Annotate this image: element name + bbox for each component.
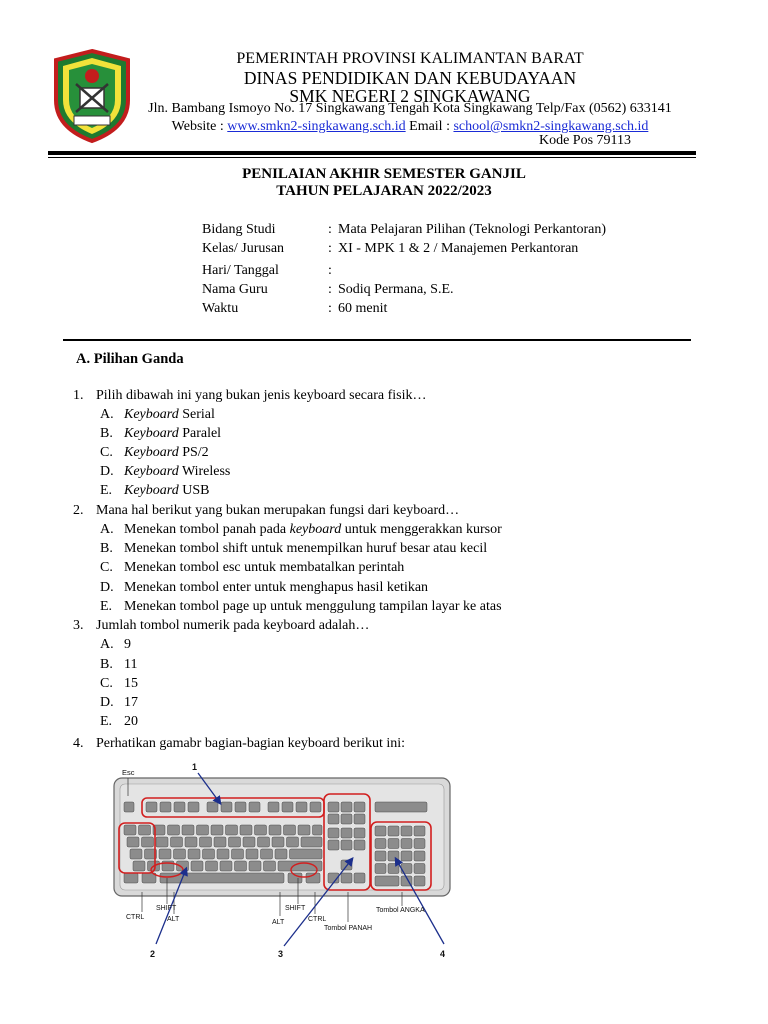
option-text	[124, 522, 502, 538]
key-alpha	[275, 849, 287, 859]
key-alpha	[185, 837, 197, 847]
key-alpha	[258, 837, 270, 847]
key-alpha	[272, 837, 284, 847]
question-text: Perhatikan gamabr bagian-bagian keyboard berikut ini:	[96, 736, 406, 751]
key-numpad	[375, 826, 386, 836]
status-lights	[375, 802, 427, 812]
key-alpha	[217, 849, 229, 859]
info-divider	[63, 339, 691, 341]
option-letter: D.	[100, 464, 114, 479]
key-alpha	[188, 849, 200, 859]
header-department: DINAS PENDIDIKAN DAN KEBUDAYAAN	[243, 68, 577, 88]
key-alpha	[214, 837, 226, 847]
school-emblem-logo	[50, 48, 134, 144]
option-emphasis: Keyboard	[124, 483, 179, 498]
header-divider-thin	[48, 157, 696, 158]
info-colon: :	[328, 241, 332, 256]
option-text: 11	[124, 657, 138, 672]
key-numpad	[414, 826, 425, 836]
option-letter: E.	[100, 714, 113, 729]
key-alpha	[246, 849, 258, 859]
question-number: 2.	[73, 503, 84, 518]
key-numpad	[401, 826, 412, 836]
key-numpad	[401, 839, 412, 849]
option-text: 17	[124, 695, 138, 710]
key-function	[160, 802, 171, 812]
label-arrow-keys: Tombol PANAH	[324, 925, 373, 932]
info-label: Nama Guru	[202, 282, 268, 297]
key-alpha	[229, 837, 241, 847]
key-navigation	[354, 814, 365, 824]
key-function	[249, 802, 260, 812]
key-alpha	[130, 849, 142, 859]
section-title: A. Pilihan Ganda	[76, 351, 184, 367]
option-pre: Menekan tombol panah pada	[124, 522, 290, 537]
info-colon: :	[328, 222, 332, 237]
info-colon: :	[328, 263, 332, 278]
key-numpad	[414, 876, 425, 886]
key-function	[174, 802, 185, 812]
option-letter: C.	[100, 676, 113, 691]
key-wide	[313, 825, 323, 835]
key-numpad	[375, 876, 399, 886]
option-rest: Serial	[178, 407, 215, 422]
label-alt-left: ALT	[167, 916, 180, 923]
option-rest: PS/2	[178, 445, 209, 460]
website-label: Website :	[171, 119, 224, 134]
option-rest: USB	[178, 483, 210, 498]
option-letter: E.	[100, 599, 113, 614]
option-text	[124, 464, 230, 480]
key-alpha	[206, 861, 218, 871]
exam-title: PENILAIAN AKHIR SEMESTER GANJIL	[242, 166, 526, 182]
option-letter: B.	[100, 541, 113, 556]
label-esc: Esc	[122, 768, 135, 777]
key-alpha	[127, 837, 139, 847]
key-alpha	[255, 825, 267, 835]
key-navigation	[354, 840, 365, 850]
option-emphasis: Keyboard	[124, 464, 179, 479]
info-value: Sodiq Permana, S.E.	[338, 282, 454, 297]
key-numpad	[375, 839, 386, 849]
key-alpha	[284, 825, 296, 835]
label-shift-right: SHIFT	[285, 905, 306, 912]
key-alpha	[200, 837, 212, 847]
option-letter: A.	[100, 522, 114, 537]
key-alpha	[226, 825, 238, 835]
option-letter: C.	[100, 445, 113, 460]
email-label: Email :	[409, 119, 450, 134]
option-letter: C.	[100, 560, 113, 575]
option-text	[124, 426, 221, 442]
key-ctrl	[124, 873, 138, 883]
info-value: Mata Pelajaran Pilihan (Teknologi Perkantoran)	[338, 222, 607, 237]
key-arrow-down	[341, 873, 352, 883]
key-numpad	[414, 839, 425, 849]
key-numpad	[388, 839, 399, 849]
header-divider-thick	[48, 151, 696, 155]
info-colon: :	[328, 282, 332, 297]
key-wide	[301, 837, 322, 847]
exam-year: TAHUN PELAJARAN 2022/2023	[276, 183, 492, 199]
option-emphasis: Keyboard	[124, 445, 179, 460]
option-text	[124, 407, 215, 423]
key-navigation	[341, 840, 352, 850]
key-alpha	[261, 849, 273, 859]
label-number-3: 3	[278, 949, 284, 959]
key-alpha	[203, 849, 215, 859]
option-letter: B.	[100, 657, 113, 672]
header-government: PEMERINTAH PROVINSI KALIMANTAN BARAT	[236, 50, 584, 67]
key-navigation	[354, 802, 365, 812]
label-ctrl-left: CTRL	[126, 914, 145, 921]
key-function	[268, 802, 279, 812]
option-rest: untuk menggerakkan kursor	[341, 522, 502, 537]
option-emphasis: Keyboard	[124, 426, 179, 441]
key-function	[221, 802, 232, 812]
option-text: Menekan tombol shift untuk menempilkan huruf besar atau kecil	[124, 541, 488, 556]
info-label: Hari/ Tanggal	[202, 263, 279, 278]
key-numpad	[414, 864, 425, 874]
key-numpad	[388, 851, 399, 861]
key-alpha	[142, 837, 154, 847]
key-numpad	[375, 851, 386, 861]
key-alpha	[232, 849, 244, 859]
label-number-2: 2	[150, 949, 156, 959]
option-text	[124, 483, 209, 499]
option-text: 15	[124, 676, 138, 691]
info-value: 60 menit	[338, 301, 388, 316]
key-alpha	[168, 825, 180, 835]
key-alpha	[249, 861, 261, 871]
key-alpha	[124, 825, 136, 835]
option-text: Menekan tombol page up untuk menggulung tampilan layar ke atas	[124, 599, 502, 614]
key-alpha	[139, 825, 151, 835]
key-alpha	[133, 861, 145, 871]
question-number: 3.	[73, 618, 84, 633]
header-address: Jln. Bambang Ismoyo No. 17 Singkawang Tengah Kota Singkawang Telp/Fax (0562) 633141	[148, 101, 672, 116]
key-alpha	[197, 825, 209, 835]
option-letter: D.	[100, 580, 114, 595]
key-alpha	[287, 837, 299, 847]
key-arrow-right	[354, 873, 365, 883]
question-text: Jumlah tombol numerik pada keyboard adalah…	[96, 618, 370, 633]
key-navigation	[328, 840, 339, 850]
option-text: Menekan tombol esc untuk membatalkan perintah	[124, 560, 405, 575]
key-alpha	[235, 861, 247, 871]
label-number-4: 4	[440, 949, 446, 959]
key-alpha	[298, 825, 310, 835]
option-text	[124, 445, 209, 461]
key-numpad	[401, 851, 412, 861]
key-alpha	[264, 861, 276, 871]
key-function	[296, 802, 307, 812]
key-function	[207, 802, 218, 812]
key-navigation	[341, 814, 352, 824]
label-number-1: 1	[192, 762, 198, 772]
header-school-name: SMK NEGERI 2 SINGKAWANG	[289, 86, 531, 106]
key-navigation	[328, 828, 339, 838]
website-link[interactable]: www.smkn2-singkawang.sch.id	[227, 119, 406, 134]
key-numpad	[388, 864, 399, 874]
option-text: 9	[124, 637, 131, 652]
question-text: Mana hal berikut yang bukan merupakan fungsi dari keyboard…	[96, 503, 460, 518]
key-esc	[124, 802, 134, 812]
question-text: Pilih dibawah ini yang bukan jenis keyboard secara fisik…	[96, 388, 427, 403]
key-wide	[290, 849, 323, 859]
key-alpha	[243, 837, 255, 847]
label-ctrl-right: CTRL	[308, 916, 327, 923]
option-letter: B.	[100, 426, 113, 441]
key-alpha	[174, 849, 186, 859]
key-alpha	[269, 825, 281, 835]
key-alpha	[159, 849, 171, 859]
option-letter: E.	[100, 483, 113, 498]
key-function	[146, 802, 157, 812]
key-navigation	[328, 814, 339, 824]
info-label: Kelas/ Jurusan	[202, 241, 285, 256]
key-numpad	[375, 864, 386, 874]
keyboard-diagram	[112, 758, 452, 964]
question-number: 4.	[73, 736, 84, 751]
key-alpha	[182, 825, 194, 835]
option-emphasis: keyboard	[289, 522, 342, 537]
option-letter: A.	[100, 407, 114, 422]
key-alpha	[240, 825, 252, 835]
option-text: Menekan tombol enter untuk menghapus hasil ketikan	[124, 580, 429, 595]
key-navigation	[341, 828, 352, 838]
key-function	[235, 802, 246, 812]
key-alpha	[220, 861, 232, 871]
option-emphasis: Keyboard	[124, 407, 179, 422]
key-numpad	[388, 826, 399, 836]
option-rest: Paralel	[178, 426, 222, 441]
key-function	[188, 802, 199, 812]
info-label: Waktu	[202, 301, 239, 316]
key-function	[282, 802, 293, 812]
info-label: Bidang Studi	[202, 222, 276, 237]
email-link[interactable]: school@smkn2-singkawang.sch.id	[453, 119, 649, 134]
key-alpha	[191, 861, 203, 871]
option-text: 20	[124, 714, 138, 729]
label-alt-right: ALT	[272, 919, 285, 926]
label-shift-left: SHIFT	[156, 905, 177, 912]
key-navigation	[328, 802, 339, 812]
info-value: XI - MPK 1 & 2 / Manajemen Perkantoran	[338, 241, 579, 256]
key-alpha	[156, 837, 168, 847]
option-letter: D.	[100, 695, 114, 710]
option-letter: A.	[100, 637, 114, 652]
label-number-keys: Tombol ANGKA	[376, 907, 425, 914]
key-alpha	[171, 837, 183, 847]
postcode: Kode Pos 79113	[538, 133, 631, 148]
key-navigation	[341, 802, 352, 812]
info-colon: :	[328, 301, 332, 316]
key-numpad	[414, 851, 425, 861]
question-number: 1.	[73, 388, 84, 403]
key-navigation	[354, 828, 365, 838]
key-alpha	[211, 825, 223, 835]
option-rest: Wireless	[178, 464, 231, 479]
key-function	[310, 802, 321, 812]
